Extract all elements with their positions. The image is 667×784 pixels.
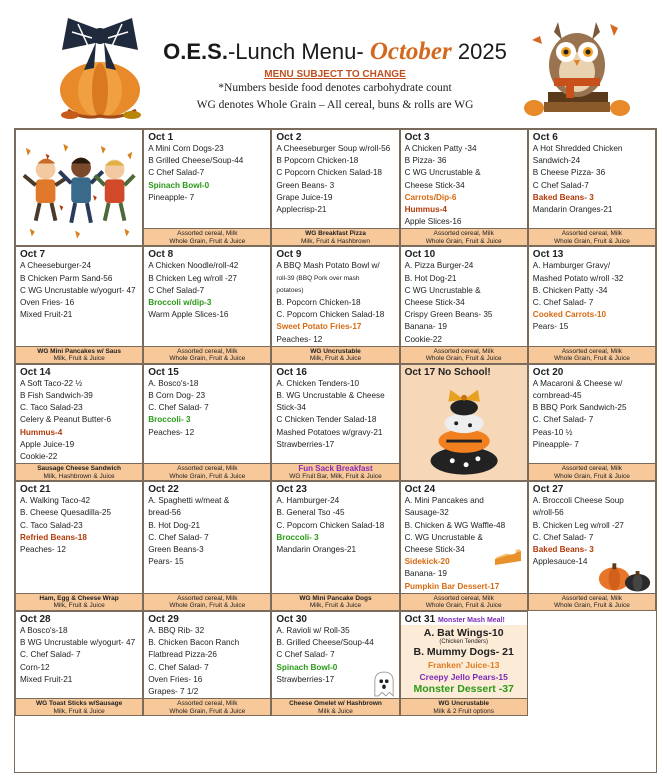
menu-item: B Cheese Pizza- 36 [532,168,606,178]
day-label: Oct 30 [276,613,307,625]
breakfast-footer: Assorted cereal, Milk Whole Grain, Fruit & Juice [529,593,655,610]
menu-item: Monster Dessert -37 [413,682,514,695]
day-label: Oct 15 [148,366,179,378]
day-cell-oct-14 [15,364,143,481]
menu-item: Crispy Green Beans- 35 [404,310,493,320]
menu-item: A. Pizza Burger-24 [404,261,474,271]
menu-item: B. WG Uncrustable & Cheese [276,391,385,401]
menu-item: Cheese Stick-34 [404,298,465,308]
menu-item: B. Grilled Cheese/Soup-44 [276,638,374,648]
menu-item: A. Hamburger-24 [276,496,340,506]
menu-item: A Mini Corn Dogs-23 [148,144,224,153]
menu-item: A. Broccoli Cheese Soup [532,496,624,506]
menu-item: C Chicken Tender Salad-18 [276,415,377,425]
menu-item: B Pizza- 36 [404,156,447,166]
menu-item: C. Chef Salad- 7 [532,532,594,542]
menu-item: Mandarin Oranges-21 [276,545,357,555]
day-cell-oct-29 [143,611,271,716]
day-label: Oct 7 [20,249,46,261]
menu-title: O.E.S.-Lunch Menu- October 2025 [163,38,507,65]
day-cell-oct-1 [143,129,271,246]
breakfast-footer: Assorted cereal, Milk Whole Grain, Fruit & Juice [529,463,655,480]
menu-item: Oven Fries- 16 [148,674,203,684]
menu-item: Green Beans-3 [148,545,204,555]
menu-item: Mashed Potato w/roll -32 [532,273,624,283]
day-cell-oct-27 [528,481,656,611]
menu-item: Applesauce-14 [532,557,588,567]
menu-item: Sidekick-20 [404,557,450,567]
menu-item: Pineapple- 7 [148,192,195,202]
menu-item: A Bosco's-18 [20,625,68,635]
menu-item: B. Chicken Leg w/roll -27 [532,520,624,530]
menu-item: A. Spaghetti w/meat & [148,496,230,506]
day-label: Oct 20 [532,366,564,378]
day-label: Oct 17 No School! [404,366,491,378]
menu-item: Pumpkin Bar Dessert-17 [404,581,500,591]
menu-item: Broccoli- 3 [148,415,191,425]
menu-item: Peas-10 ½ [532,427,573,437]
menu-item: cornbread-45 [532,391,582,401]
menu-item: Peaches- 12 [276,334,323,344]
day-cell-oct-17 [400,364,528,481]
menu-item: Grapes- 7 1/2 [148,686,199,696]
day-label: Oct 23 [276,484,307,496]
menu-item: potatoes) [276,286,304,294]
pumpkin-stack-icon [401,378,527,480]
menu-item: Peaches- 12 [20,545,66,555]
menu-item: C. Chef Salad- 7 [532,415,594,425]
menu-item: C. Chef Salad- 7 [148,662,209,672]
menu-item: B. Popcorn Chicken-18 [276,298,361,308]
menu-item: B. General Tso -45 [276,508,345,518]
menu-item: A Chicken Noodle/roll-42 [148,261,239,271]
menu-item: A Chicken Patty -34 [404,144,477,153]
menu-item: C Chef Salad- 7 [276,650,335,660]
day-cell-oct-28 [15,611,143,716]
breakfast-footer: WG Mini Pancakes w/ Saus Milk, Fruit & Juice [16,346,142,363]
menu-item: C WG Uncrustable w/yogurt- 47 [20,285,136,295]
pumpkins-icon [595,553,653,593]
day-cell-oct-20 [528,364,656,481]
breakfast-footer: Assorted cereal, Milk Whole Grain, Fruit & Juice [144,228,270,245]
menu-item: B. Cheese Quesadilla-25 [20,508,112,518]
menu-item: B Chicken Leg w/roll -27 [148,273,237,283]
menu-item: Green Beans- 3 [276,180,335,190]
breakfast-footer: Sausage Cheese Sandwich Milk, Hashbrown & Juice [16,463,142,480]
menu-item: Refried Beans-18 [20,532,87,542]
menu-item: C. Popcorn Chicken Salad-18 [276,310,385,320]
menu-item: B. Hot Dog-21 [148,520,201,530]
menu-item: C. Taco Salad-23 [20,403,83,413]
menu-item: Baked Beans- 3 [532,192,594,202]
menu-item: Applecrisp-21 [276,205,327,215]
breakfast-footer: Assorted cereal, Milk Whole Grain, Fruit & Juice [401,346,527,363]
menu-item: B Corn Dog- 23 [148,391,206,401]
menu-item: Mandarin Oranges-21 [532,205,613,215]
kids-image-cell [15,129,143,246]
menu-item: B Fish Sandwich-39 [20,391,93,401]
menu-item: C. Taco Salad-23 [20,520,83,530]
day-label: Oct 13 [532,249,564,261]
menu-calendar-grid [14,128,657,773]
menu-item: A. BBQ Rib- 32 [148,625,205,635]
menu-item: Strawberries-17 [276,439,335,449]
menu-item: Flatbread Pizza-26 [148,650,217,660]
day-cell-oct-10 [400,246,528,363]
menu-item: A Soft Taco-22 ½ [20,378,83,388]
day-cell-oct-21 [15,481,143,611]
breakfast-footer: WG Toast Sticks w/Sausage Milk, Fruit & Juice [16,698,142,715]
menu-item: Cheese Stick-34 [404,180,465,190]
breakfast-footer: Assorted cereal, Milk Whole Grain, Fruit & Juice [529,228,655,245]
menu-item: Mixed Fruit-21 [20,674,73,684]
menu-item: C WG Uncrustable & [404,285,481,295]
menu-item: B. Mummy Dogs- 21 [413,645,514,658]
breakfast-footer: Assorted cereal, Milk Whole Grain, Fruit & Juice [144,463,270,480]
menu-item: Spinach Bowl-0 [276,662,338,672]
breakfast-footer: Assorted cereal, Milk Whole Grain, Fruit & Juice [144,346,270,363]
day-cell-oct-30 [271,611,399,716]
menu-item: Spinach Bowl-0 [148,180,210,190]
menu-item: B. Hot Dog-21 [404,273,457,283]
menu-item: Cheese Stick-34 [404,545,465,555]
menu-item: Baked Beans- 3 [532,545,594,555]
day-cell-oct-2 [271,129,399,246]
subject-to-change-note: MENU SUBJECT TO CHANGE [264,69,406,80]
menu-item: B WG Uncrustable w/yogurt- 47 [20,638,136,648]
menu-item: Mixed Fruit-21 [20,310,73,320]
breakfast-footer: Assorted cereal, Milk Whole Grain, Fruit & Juice [401,593,527,610]
menu-item: A BBQ Mash Potato Bowl w/ [276,261,380,271]
breakfast-footer: Assorted cereal, Milk Whole Grain, Fruit & Juice [144,698,270,715]
menu-item: B. Chicken Patty -34 [532,285,608,295]
breakfast-footer: Assorted cereal, Milk Whole Grain, Fruit & Juice [144,593,270,610]
menu-item: B Chicken Parm Sand-56 [20,273,113,283]
day-cell-oct-6 [528,129,656,246]
menu-item: A Cheeseburger-24 [20,261,92,271]
day-cell-oct-8 [143,246,271,363]
day-label: Oct 8 [148,249,174,261]
day-label: Oct 2 [276,132,302,143]
menu-item: Strawberries-17 [276,674,335,684]
day-cell-oct-7 [15,246,143,363]
day-label: Oct 14 [20,366,51,378]
menu-item: B Grilled Cheese/Soup-44 [148,156,244,166]
menu-item: A. Chicken Tenders-10 [276,378,360,388]
menu-item: Franken' Juice-13 [427,659,500,670]
day-label: Oct 22 [148,484,179,496]
day-cell-oct-16 [271,364,399,481]
menu-item: C Chef Salad-7 [148,168,205,178]
day-label: Oct 28 [20,613,51,625]
menu-item: Carrots/Dip-6 [404,192,457,202]
day-cell-oct-22 [143,481,271,611]
day-label: Oct 6 [532,132,558,143]
monster-mash-label: Monster Mash Meal! [437,616,505,624]
menu-item: Broccoli- 3 [276,532,319,542]
breakfast-footer: Assorted cereal, Milk Whole Grain, Fruit & Juice [401,228,527,245]
breakfast-footer: Cheese Omelet w/ Hashbrown Milk & Juice [272,698,398,715]
menu-item: Celery & Peanut Butter-6 [20,415,112,425]
menu-item: Pineapple- 7 [532,439,579,449]
day-label: Oct 16 [276,366,307,378]
day-cell-oct-15 [143,364,271,481]
menu-item: A. Walking Taco-42 [20,496,91,506]
day-cell-oct-24 [400,481,528,611]
no-school-label: No School! [437,366,491,378]
menu-item: Oven Fries- 16 [20,298,75,308]
menu-item: B. Chicken & WG Waffle-48 [404,520,506,530]
owl-books-icon [522,10,632,122]
menu-item: C Popcorn Chicken Salad-18 [276,168,382,178]
menu-header [0,0,667,128]
day-cell-oct-13 [528,246,656,363]
breakfast-footer: WG Breakfast Pizza Milk, Fruit & Hashbrown [272,228,398,245]
menu-item: w/roll-56 [532,508,564,518]
menu-item: Corn-12 [20,662,50,672]
day-label: Oct 9 [276,249,302,261]
menu-item: B BBQ Pork Sandwich-25 [532,403,627,413]
day-label: Oct 10 [404,249,436,261]
menu-item: B Popcorn Chicken-18 [276,156,359,166]
menu-item: C Chef Salad-7 [532,180,589,190]
pumpkin-pie-icon [493,545,523,567]
day-cell-oct-9 [271,246,399,363]
menu-item: (Chicken Tenders) [439,638,488,645]
breakfast-footer: Assorted cereal, Milk Whole Grain, Fruit & Juice [529,346,655,363]
menu-item: Grape Juice-19 [276,192,333,202]
ghost-icon [373,670,395,698]
menu-item: A. Mini Pancakes and [404,496,484,506]
menu-item: C. Chef Salad- 7 [532,298,594,308]
menu-item: C. Chef Salad- 7 [148,532,209,542]
menu-item: Cookie-22 [20,452,58,462]
menu-item: C. Chef Salad- 7 [20,650,81,660]
kids-autumn-leaves-icon [16,130,142,245]
day-label: Oct 3 [404,132,430,143]
menu-item: A. Hamburger Gravy/ [532,261,611,271]
day-label: Oct 31 Monster Mash Meal! [404,613,505,625]
menu-item: C WG Uncrustable & [404,168,481,178]
menu-item: Creepy Jello Pears-15 [419,671,508,682]
pumpkin-bow-icon [48,10,153,125]
menu-item: A Macaroni & Cheese w/ [532,378,623,388]
menu-item: Hummus-4 [20,427,63,437]
menu-item: C Chef Salad-7 [148,285,205,295]
menu-item: Hummus-4 [404,205,447,215]
menu-item: Peaches- 12 [148,427,195,437]
menu-item: Pears- 15 [532,322,569,332]
menu-item: B. Chicken Bacon Ranch [148,638,240,648]
breakfast-footer: Ham, Egg & Cheese Wrap Milk, Fruit & Juice [16,593,142,610]
menu-item: Pears- 15 [148,557,184,567]
menu-item: Sausage-32 [404,508,449,518]
menu-item: C. Chef Salad- 7 [148,403,209,413]
menu-item: A. Ravioli w/ Roll-35 [276,625,350,635]
day-label: Oct 27 [532,484,564,496]
menu-item: bread-56 [148,508,181,518]
menu-item: Apple Juice-19 [20,439,75,449]
menu-item: C. WG Uncrustable & [404,532,483,542]
breakfast-footer: WG Uncrustable Milk & 2 Fruit options [401,698,527,715]
menu-item: Banana- 19 [404,322,447,332]
whole-grain-note: WG denotes Whole Grain – All cereal, buns & rolls are WG [196,99,474,111]
menu-item: C. Popcorn Chicken Salad-18 [276,520,385,530]
day-cell-oct-3 [400,129,528,246]
breakfast-footer: WG Mini Pancake Dogs Milk, Fruit & Juice [272,593,398,610]
menu-item: A. Bosco's-18 [148,378,199,388]
day-cell-oct-31 [400,611,528,716]
menu-item: Sandwich-24 [532,156,581,166]
menu-item: Cooked Carrots-10 [532,310,607,320]
menu-item: Stick-34 [276,403,306,413]
day-label: Oct 29 [148,613,179,625]
menu-item: A Hot Shredded Chicken [532,144,623,153]
menu-item: Cookie-22 [404,334,442,344]
day-label: Oct 21 [20,484,51,496]
menu-item: Apple Slices-16 [404,217,462,227]
menu-item: Sweet Potato Fries-17 [276,322,362,332]
day-label: Oct 1 [148,132,174,143]
menu-item: Warm Apple Slices-16 [148,310,229,320]
carb-note: *Numbers beside food denotes carbohydrate count [218,82,452,94]
breakfast-footer: WG Uncrustable Milk, Fruit & Juice [272,346,398,363]
menu-item: Mashed Potatoes w/gravy-21 [276,427,383,437]
menu-item: roll-39 (BBQ Pork over mash [276,274,360,282]
menu-item: A Cheeseburger Soup w/roll-56 [276,144,391,153]
menu-item: A. Bat Wings-10 [423,626,504,639]
menu-item: Banana- 19 [404,569,447,579]
day-cell-oct-23 [271,481,399,611]
menu-item: Broccoli w/dip-3 [148,298,212,308]
breakfast-footer: Fun Sack Breakfast WG Fruit Bar, Milk, Fruit & Juice [272,463,398,480]
day-label: Oct 24 [404,484,436,496]
